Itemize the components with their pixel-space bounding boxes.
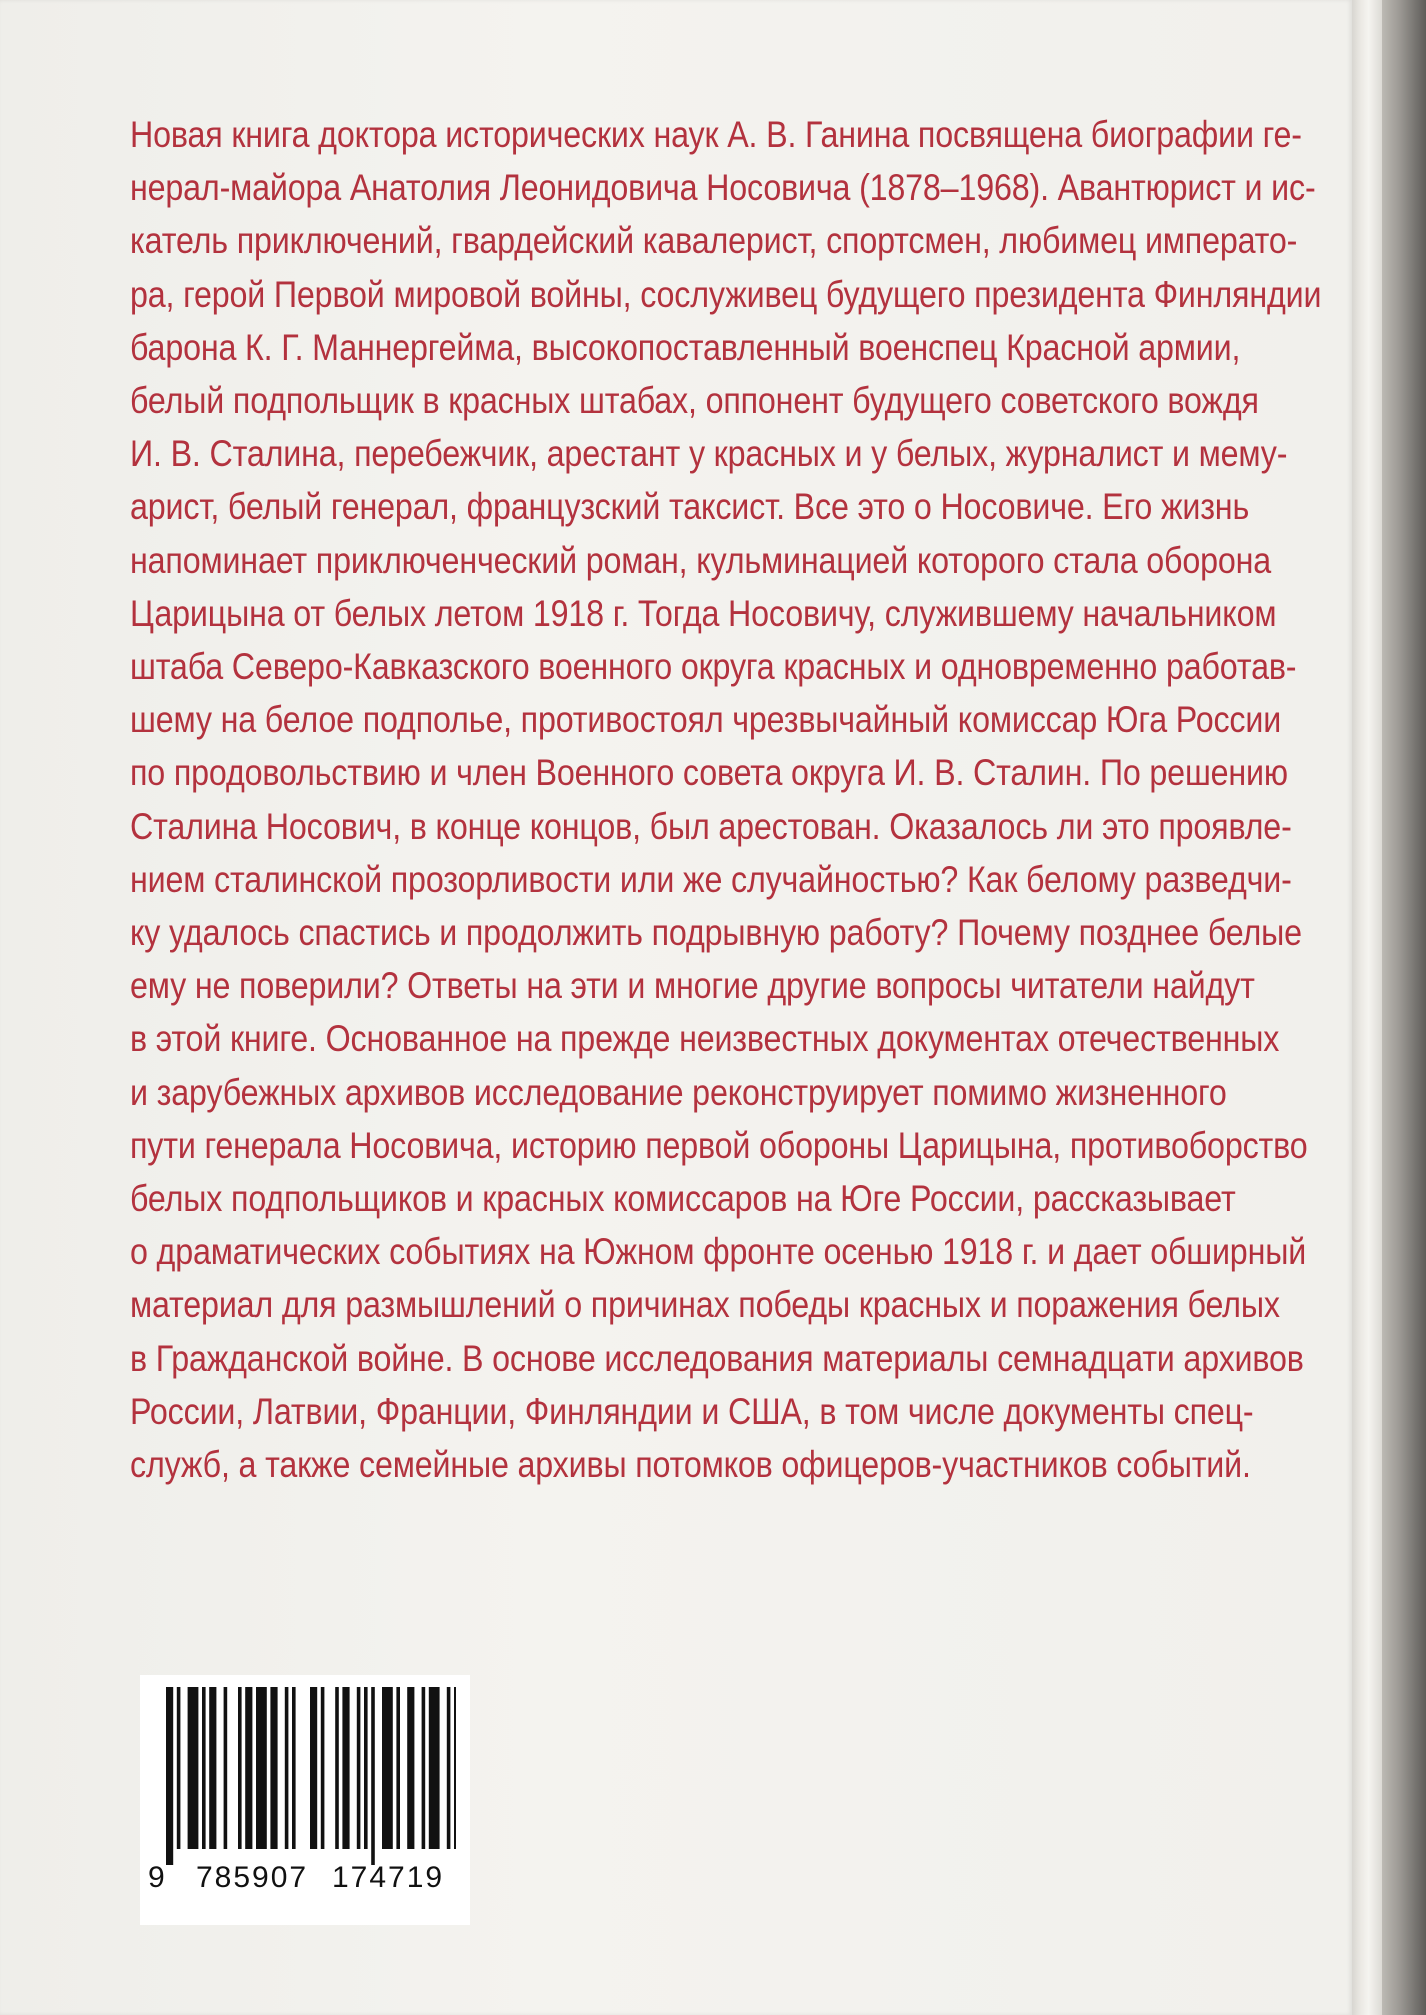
barcode-bar: [292, 1687, 296, 1849]
barcode-bar: [256, 1687, 267, 1849]
barcode-bar: [321, 1687, 325, 1849]
isbn-prefix-digit: 9: [148, 1861, 165, 1894]
blurb-line: служб, а также семейные архивы потомков офицеров-участников событий.: [130, 1443, 1251, 1486]
barcode-bar: [364, 1687, 368, 1849]
barcode-bar: [245, 1687, 252, 1849]
blurb-line: штаба Северо-Кавказского военного округа красных и одновременно работав-: [130, 645, 1297, 688]
isbn-right-group: 174719: [332, 1861, 445, 1894]
barcode-bar: [285, 1687, 289, 1849]
blurb-line: материал для размышлений о причинах победы красных и поражения белых: [130, 1283, 1280, 1326]
barcode-bar: [177, 1687, 181, 1849]
barcode-bar: [447, 1687, 451, 1849]
blurb-line: арист, белый генерал, французский таксист. Все это о Носовиче. Его жизнь: [130, 485, 1250, 528]
blurb-line: о драматических событиях на Южном фронте осенью 1918 г. и дает обширный: [130, 1230, 1307, 1273]
blurb-line: в Гражданской войне. В основе исследования материалы семнадцати архивов: [130, 1336, 1304, 1379]
barcode-bar: [429, 1687, 440, 1849]
barcode-bar: [188, 1687, 199, 1849]
blurb-line: в этой книге. Основанное на прежде неизвестных документах отечественных: [130, 1017, 1280, 1060]
barcode-bar: [202, 1687, 206, 1849]
blurb-line: ему не поверили? Ответы на эти и многие другие вопросы читатели найдут: [130, 964, 1255, 1007]
barcode-bar: [371, 1687, 375, 1865]
blurb-line: по продовольствию и член Военного совета округа И. В. Сталин. По решению: [130, 751, 1288, 794]
blurb-line: пути генерала Носовича, историю первой обороны Царицына, противоборство: [130, 1123, 1308, 1166]
barcode-bar: [396, 1687, 400, 1849]
blurb-line: ку удалось спастись и продолжить подрывную работу? Почему позднее белые: [130, 911, 1302, 954]
blurb-line: Сталина Носович, в конце концов, был арестован. Оказалось ли это проявле-: [130, 804, 1292, 847]
isbn-left-group: 785907: [196, 1861, 309, 1894]
blurb-line: нерал-майора Анатолия Леонидовича Носовича (1878–1968). Авантюрист и ис-: [130, 166, 1316, 209]
barcode-bar: [342, 1687, 349, 1849]
blurb-line: напоминает приключенческий роман, кульминацией которого стала оборона: [130, 538, 1272, 581]
barcode-bar: [209, 1687, 216, 1849]
blurb-line: Царицына от белых летом 1918 г. Тогда Носовичу, служившему начальником: [130, 591, 1277, 634]
barcode-bar: [357, 1687, 361, 1849]
barcode-bar: [238, 1687, 242, 1849]
barcode-bar: [224, 1687, 228, 1849]
barcode-bar: [454, 1687, 456, 1849]
blurb-line: И. В. Сталина, перебежчик, арестант у красных и у белых, журналист и мему-: [130, 432, 1288, 475]
blurb-line: Новая книга доктора исторических наук А. В. Ганина посвящена биографии ге-: [130, 113, 1302, 155]
barcode-bar: [422, 1687, 426, 1849]
book-spine-edge: [1352, 0, 1382, 2015]
blurb-line: и зарубежных архивов исследование реконструирует помимо жизненного: [130, 1070, 1227, 1113]
blurb-line: России, Латвии, Франции, Финляндии и США, в том числе документы спец-: [130, 1389, 1254, 1432]
barcode-bar: [382, 1687, 393, 1849]
blurb-line: белый подпольщик в красных штабах, оппонент будущего советского вождя: [130, 379, 1259, 422]
blurb-line: белых подпольщиков и красных комиссаров на Юге России, рассказывает: [130, 1177, 1236, 1220]
barcode-bar: [270, 1687, 277, 1849]
barcode-bar: [310, 1687, 317, 1849]
cover-blurb: [130, 108, 1322, 1491]
barcode-bar: [335, 1687, 339, 1849]
isbn-barcode: [140, 1675, 470, 1925]
barcode-bar: [407, 1687, 414, 1849]
background-edge: [1382, 0, 1426, 2015]
blurb-line: ра, герой Первой мировой войны, сослуживец будущего президента Финляндии: [130, 272, 1322, 315]
blurb-line: нием сталинской прозорливости или же случайностью? Как белому разведчи-: [130, 857, 1292, 900]
blurb-line: барона К. Г. Маннергейма, высокопоставленный военспец Красной армии,: [130, 325, 1241, 368]
isbn-number: [148, 1861, 468, 1901]
blurb-line: шему на белое подполье, противостоял чрезвычайный комиссар Юга России: [130, 698, 1282, 741]
blurb-line: катель приключений, гвардейский кавалерист, спортсмен, любимец императо-: [130, 219, 1298, 262]
barcode-bar: [166, 1687, 173, 1865]
barcode-bars: [156, 1687, 456, 1867]
